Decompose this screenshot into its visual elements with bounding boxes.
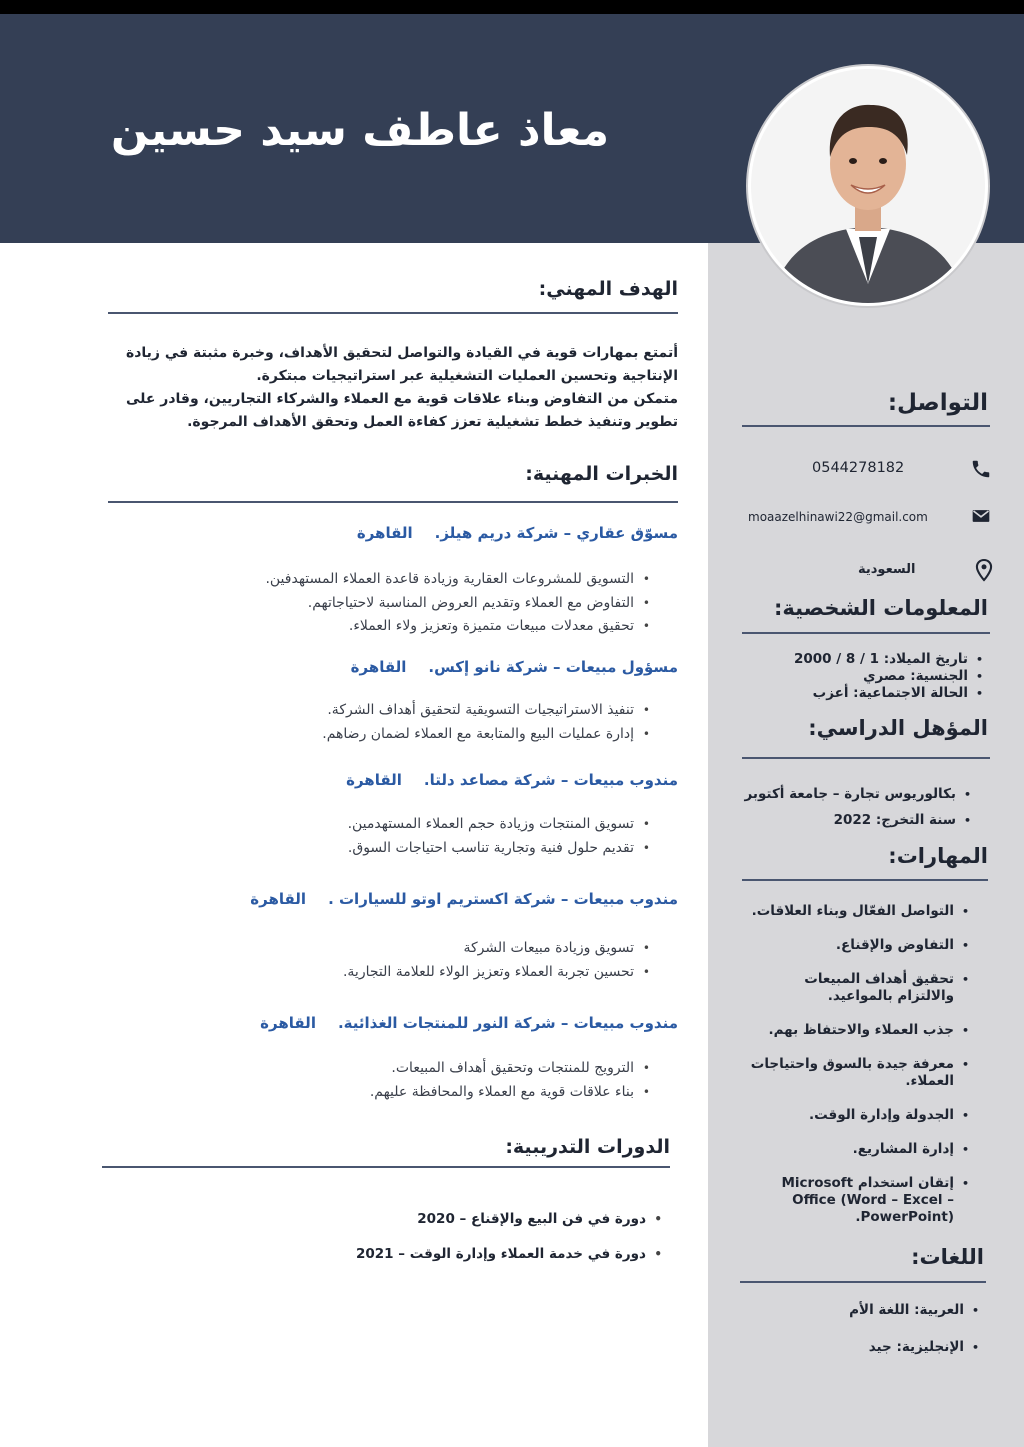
job-title-4 bbox=[250, 890, 678, 908]
contact-divider bbox=[742, 425, 990, 427]
list-item: • معرفة جيدة بالسوق واحتياجات العملاء. bbox=[747, 1056, 972, 1090]
job-title-2 bbox=[351, 658, 678, 676]
list-item: • دورة في خدمة العملاء وإدارة الوقت – 2021 bbox=[356, 1237, 664, 1272]
skills-list bbox=[747, 903, 972, 1226]
location-pin-icon bbox=[974, 558, 994, 582]
list-item: • إدارة عمليات البيع والمتابعة مع العملاء لضمان رضاهم. bbox=[322, 723, 652, 747]
contact-heading: التواصل: bbox=[887, 390, 988, 416]
courses-list bbox=[356, 1202, 664, 1272]
job-title-text: مسوّق عقاري – شركة دريم هيلز. bbox=[434, 524, 678, 542]
job-city: القاهرة bbox=[350, 658, 407, 676]
objective-line: متمكن من التفاوض وبناء علاقات قوية مع العملاء والشركاء التجاريين، وقادر على bbox=[125, 391, 678, 407]
job-city: القاهرة bbox=[356, 524, 413, 542]
list-item: • تحقيق معدلات مبيعات متميزة وتعزيز ولاء العملاء. bbox=[265, 615, 652, 639]
job-title-5 bbox=[260, 1014, 678, 1032]
experience-heading: الخبرات المهنية: bbox=[525, 463, 678, 485]
languages-list bbox=[849, 1302, 982, 1356]
list-item: • التفاوض مع العملاء وتقديم العروض المناسبة لاحتياجاتهم. bbox=[265, 592, 652, 616]
profile-photo bbox=[748, 66, 988, 306]
list-item: • تسويق المنتجات وزيادة حجم العملاء المستهدمين. bbox=[348, 813, 652, 837]
languages-divider bbox=[740, 1281, 986, 1283]
courses-heading: الدورات التدريبية: bbox=[505, 1136, 670, 1158]
languages-heading: اللغات: bbox=[911, 1245, 984, 1269]
location-text: السعودية bbox=[858, 562, 916, 577]
job-city: القاهرة bbox=[346, 771, 402, 789]
job-title-text: مندوب مبيعات – شركة مصاعد دلتا. bbox=[423, 771, 678, 789]
list-item: • إتقان استخدام Microsoft Office (Word – Excel – PowerPoint). bbox=[747, 1175, 972, 1226]
experience-divider bbox=[108, 501, 678, 503]
objective-line: تطوير وتنفيذ خطط تشغيلية تعزز كفاءة العمل وتحقق الأهداف المرجوة. bbox=[187, 414, 678, 430]
phone-icon bbox=[970, 458, 992, 480]
skills-divider bbox=[742, 879, 988, 881]
list-item: • بكالوريوس تجارة – جامعة أكتوبر bbox=[745, 778, 975, 811]
list-item: • الإنجليزية: جيد bbox=[849, 1339, 982, 1356]
job-title-text: مندوب مبيعات – شركة اكستريم اوتو للسيارات . bbox=[328, 890, 678, 908]
candidate-name: معاذ عاطف سيد حسين bbox=[110, 105, 610, 156]
objective-divider bbox=[108, 312, 678, 314]
personal-list bbox=[794, 651, 986, 702]
list-item: • العربية: اللغة الأم bbox=[849, 1302, 982, 1319]
list-item: • الجدولة وإدارة الوقت. bbox=[747, 1107, 972, 1124]
list-item: • بناء علاقات قوية مع العملاء والمحافظة عليهم. bbox=[370, 1081, 652, 1105]
education-list bbox=[745, 778, 975, 830]
courses-divider bbox=[102, 1166, 670, 1168]
list-item: • إدارة المشاريع. bbox=[747, 1141, 972, 1158]
list-item: • تسويق وزيادة مبيعات الشركة bbox=[343, 937, 652, 961]
objective-line: الإنتاجية وتحسين العمليات التشغيلية عبر استراتيجيات مبتكرة. bbox=[256, 368, 678, 384]
list-item: • الحالة الاجتماعية: أعزب bbox=[794, 685, 986, 702]
job-city: القاهرة bbox=[250, 890, 307, 908]
list-item: • تاريخ الميلاد: 1 / 8 / 2000 bbox=[794, 651, 986, 668]
phone-number[interactable]: 0544278182 bbox=[812, 460, 905, 476]
job-bullets-1 bbox=[265, 568, 652, 639]
list-item: • تقديم حلول فنية وتجارية تناسب احتياجات السوق. bbox=[348, 837, 652, 861]
job-title-3 bbox=[346, 771, 678, 789]
objective-heading: الهدف المهني: bbox=[538, 278, 678, 300]
education-divider bbox=[742, 757, 990, 759]
job-title-text: مسؤول مبيعات – شركة نانو إكس. bbox=[428, 658, 678, 676]
personal-heading: المعلومات الشخصية: bbox=[773, 596, 988, 620]
list-item: • تنفيذ الاستراتيجيات التسويقية لتحقيق أهداف الشركة. bbox=[322, 699, 652, 723]
list-item: • جذب العملاء والاحتفاظ بهم. bbox=[747, 1022, 972, 1039]
job-title-1 bbox=[357, 524, 678, 542]
skills-heading: المهارات: bbox=[888, 844, 988, 868]
job-bullets-2 bbox=[322, 699, 652, 746]
list-item: • دورة في فن البيع والإقناع – 2020 bbox=[356, 1202, 664, 1237]
list-item: • التسويق للمشروعات العقارية وزيادة قاعدة العملاء المستهدفين. bbox=[265, 568, 652, 592]
email-address[interactable]: moaazelhinawi22@gmail.com bbox=[748, 510, 928, 524]
objective-line: أتمتع بمهارات قوية في القيادة والتواصل لتحقيق الأهداف، وخبرة مثبتة في زيادة bbox=[125, 345, 678, 361]
list-item: • التفاوض والإقناع. bbox=[747, 937, 972, 954]
list-item: • التواصل الفعّال وبناء العلاقات. bbox=[747, 903, 972, 920]
job-bullets-5 bbox=[370, 1057, 652, 1104]
person-avatar-icon bbox=[751, 69, 985, 303]
top-black-bar bbox=[0, 0, 1024, 14]
job-bullets-4 bbox=[343, 937, 652, 984]
job-title-text: مندوب مبيعات – شركة النور للمنتجات الغذائية. bbox=[337, 1014, 678, 1032]
list-item: • الجنسية: مصري bbox=[794, 668, 986, 685]
job-city: القاهرة bbox=[260, 1014, 316, 1032]
list-item: • سنة التخرج: 2022 bbox=[745, 811, 975, 830]
list-item: • تحسين تجربة العملاء وتعزيز الولاء للعلامة التجارية. bbox=[343, 961, 652, 985]
mail-icon bbox=[971, 506, 991, 526]
list-item: • تحقيق أهداف المبيعات والالتزام بالمواعيد. bbox=[747, 971, 972, 1005]
job-bullets-3 bbox=[348, 813, 652, 860]
education-heading: المؤهل الدراسي: bbox=[808, 716, 988, 740]
list-item: • الترويج للمنتجات وتحقيق أهداف المبيعات. bbox=[370, 1057, 652, 1081]
objective-paragraph bbox=[50, 342, 678, 434]
personal-divider bbox=[742, 632, 990, 634]
